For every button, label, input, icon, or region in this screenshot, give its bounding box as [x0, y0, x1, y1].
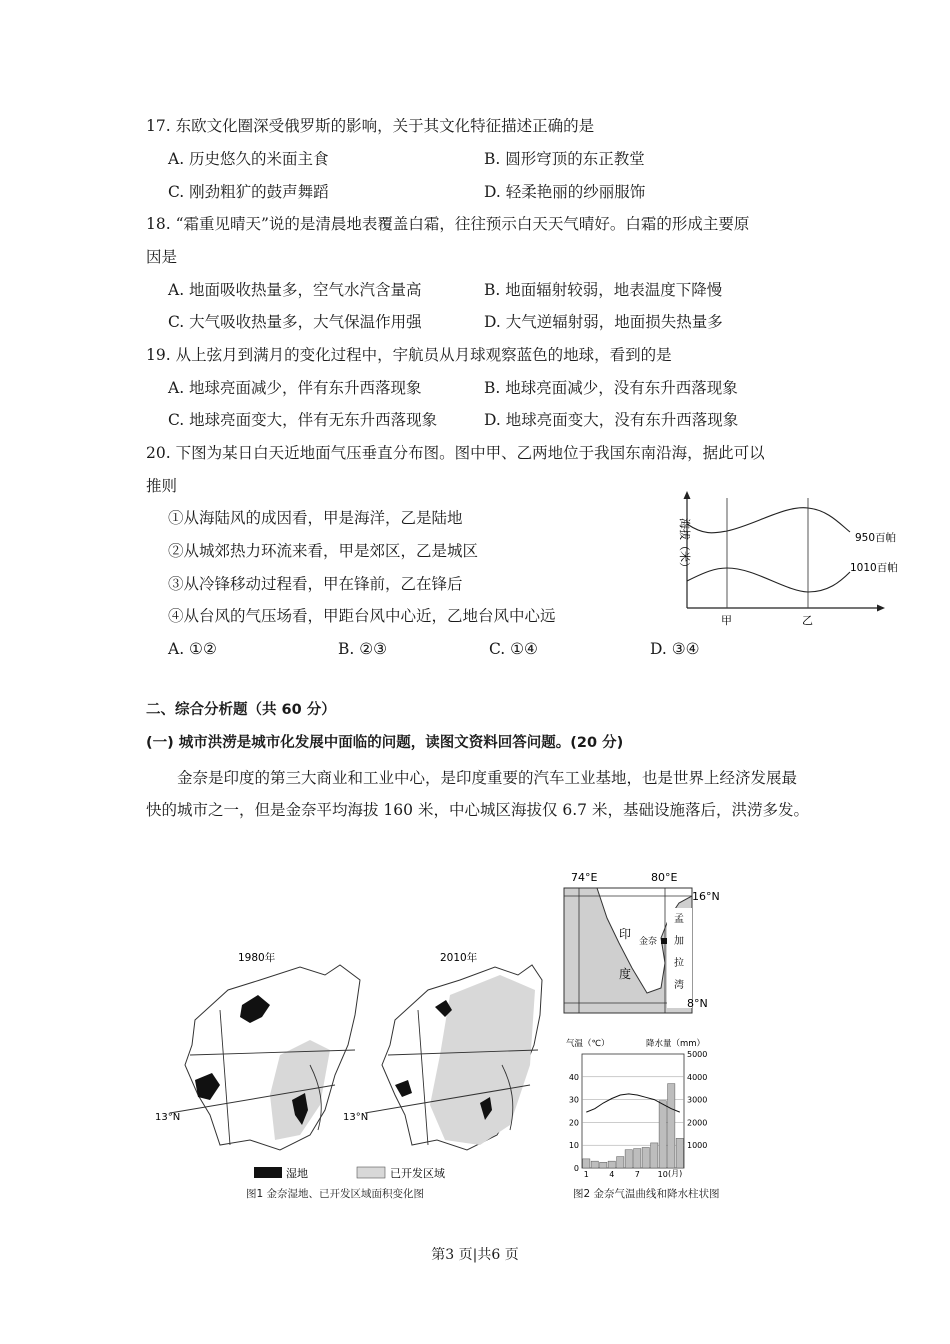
precip-bar	[583, 1159, 590, 1168]
precip-bar	[668, 1084, 675, 1168]
precip-tick-label: 2000	[687, 1118, 708, 1128]
temp-tick-label: 10	[568, 1141, 579, 1151]
q19-option-d[interactable]: D. 地球亮面变大，没有东升西落现象	[484, 411, 739, 429]
legend-wetland: 湿地	[286, 1167, 308, 1180]
pressure-diagram	[660, 488, 910, 633]
bay-label-1: 孟	[674, 914, 684, 925]
temp-tick-label: 30	[568, 1095, 579, 1105]
temp-axis-label: 气温（℃）	[566, 1039, 610, 1049]
legend-wetland-swatch	[254, 1167, 282, 1178]
q18-option-a[interactable]: A. 地面吸收热量多，空气水汽含量高	[168, 281, 422, 299]
lat-13n-b: 13°N	[343, 1112, 369, 1123]
country-label-1: 印	[619, 927, 632, 941]
figure1-caption: 图1 金奈湿地、已开发区域面积变化图	[246, 1188, 425, 1200]
q20-statement-4: ④从台风的气压场看，甲距台风中心近，乙地台风中心远	[168, 607, 556, 625]
isobar-950-label: 950百帕	[855, 532, 897, 544]
precip-bar	[608, 1161, 615, 1168]
month-unit-label: (月)	[668, 1169, 683, 1178]
location-map	[557, 868, 722, 1023]
legend-developed-swatch	[357, 1167, 385, 1178]
q20-option-c[interactable]: C. ①④	[489, 640, 538, 658]
precip-bar	[676, 1138, 683, 1168]
country-label-2: 度	[619, 967, 632, 981]
q20-option-b[interactable]: B. ②③	[338, 640, 388, 658]
isobar-1010-label: 1010百帕	[850, 562, 898, 574]
month-tick-label: 7	[634, 1170, 640, 1179]
temp-tick-label: 40	[568, 1072, 579, 1082]
q19-stem: 19. 从上弦月到满月的变化过程中，宇航员从月球观察蓝色的地球，看到的是	[146, 346, 672, 364]
bay-label-3: 拉	[674, 958, 684, 969]
map-2010	[343, 951, 542, 1150]
q18-option-b[interactable]: B. 地面辐射较弱，地表温度下降慢	[484, 281, 723, 299]
legend-developed: 已开发区域	[390, 1167, 445, 1180]
precip-tick-label: 5000	[687, 1050, 708, 1059]
precip-tick-label: 1000	[687, 1141, 708, 1151]
precip-axis-label: 降水量（mm）	[646, 1039, 706, 1049]
q20-stem-line1: 20. 下图为某日白天近地面气压垂直分布图。图中甲、乙两地位于我国东南沿海，据此可以	[146, 444, 765, 462]
q17-option-c[interactable]: C. 刚劲粗犷的鼓声舞蹈	[168, 183, 329, 201]
q20-option-d[interactable]: D. ③④	[650, 640, 700, 658]
lat-8n: 8°N	[687, 997, 708, 1010]
month-tick-label: 4	[609, 1170, 615, 1179]
section-paragraph: 金奈是印度的第三大商业和工业中心，是印度重要的汽车工业基地，也是世界上经济发展最快的城市之一，但是金奈平均海拔 160 米，中心城区海拔仅 6.7 米，基础设施落后，洪涝多发。	[146, 769, 809, 819]
q20-statement-3: ③从冷锋移动过程看，甲在锋前，乙在锋后	[168, 575, 463, 593]
q19-option-b[interactable]: B. 地球亮面减少，没有东升西落现象	[484, 379, 738, 397]
bay-label-4: 湾	[674, 980, 684, 991]
figure2-caption: 图2 金奈气温曲线和降水柱状图	[573, 1188, 720, 1200]
q20-statement-1: ①从海陆风的成因看，甲是海洋，乙是陆地	[168, 509, 463, 527]
q17-option-b[interactable]: B. 圆形穹顶的东正教堂	[484, 150, 645, 168]
q19-option-a[interactable]: A. 地球亮面减少，伴有东升西落现象	[168, 379, 422, 397]
lon-80e: 80°E	[651, 871, 678, 884]
precip-tick-label: 4000	[687, 1072, 708, 1082]
precip-bar	[600, 1162, 607, 1168]
month-tick-label: 10	[657, 1170, 668, 1179]
q20-stem-line2: 推则	[146, 477, 178, 495]
x-label-yi: 乙	[802, 614, 813, 627]
lat-13n-a: 13°N	[155, 1112, 181, 1123]
bay-label-2: 加	[674, 936, 684, 947]
page-footer: 第3 页|共6 页	[431, 1247, 519, 1263]
q20-statement-2: ②从城郊热力环流来看，甲是郊区，乙是城区	[168, 542, 479, 560]
q18-stem-line2: 因是	[146, 248, 178, 266]
precip-bar	[642, 1147, 649, 1168]
figure1-maps	[150, 945, 545, 1180]
x-label-jia: 甲	[721, 614, 732, 627]
section-subheading: (一) 城市洪涝是城市化发展中面临的问题，读图文资料回答问题。(20 分)	[146, 735, 624, 751]
chennai-marker	[661, 938, 667, 944]
q20-option-a[interactable]: A. ①②	[168, 640, 217, 658]
q18-stem-line1: 18. “霜重见晴天”说的是清晨地表覆盖白霜，往往预示白天天气晴好。白霜的形成主要原	[146, 215, 750, 233]
section-heading: 二、综合分析题（共 60 分）	[146, 702, 336, 718]
precip-tick-label: 3000	[687, 1095, 708, 1105]
temp-tick-label: 20	[568, 1118, 579, 1128]
precip-bar	[625, 1150, 632, 1168]
precip-bar	[617, 1157, 624, 1168]
q18-option-d[interactable]: D. 大气逆辐射弱，地面损失热量多	[484, 313, 723, 331]
lon-74e: 74°E	[571, 871, 598, 884]
city-label: 金奈	[639, 937, 658, 947]
pressure-ylabel: 海拔（米）	[678, 518, 691, 573]
precip-bar	[651, 1143, 658, 1168]
year-2010: 2010年	[440, 952, 478, 964]
q17-option-a[interactable]: A. 历史悠久的米面主食	[168, 150, 329, 168]
precip-bar	[634, 1149, 641, 1168]
month-tick-label: 1	[583, 1170, 589, 1179]
q17-stem: 17. 东欧文化圈深受俄罗斯的影响，关于其文化特征描述正确的是	[146, 117, 595, 135]
lat-16n: 16°N	[692, 890, 720, 903]
year-1980: 1980年	[238, 952, 276, 964]
q19-option-c[interactable]: C. 地球亮面变大，伴有无东升西落现象	[168, 411, 438, 429]
precip-bar	[591, 1161, 598, 1168]
temp-tick-label: 0	[573, 1164, 579, 1173]
q17-option-d[interactable]: D. 轻柔艳丽的纱丽服饰	[484, 183, 646, 201]
climate-chart	[560, 1032, 720, 1182]
map-1980	[155, 951, 360, 1150]
precip-bar	[659, 1101, 666, 1168]
q18-option-c[interactable]: C. 大气吸收热量多，大气保温作用强	[168, 313, 422, 331]
